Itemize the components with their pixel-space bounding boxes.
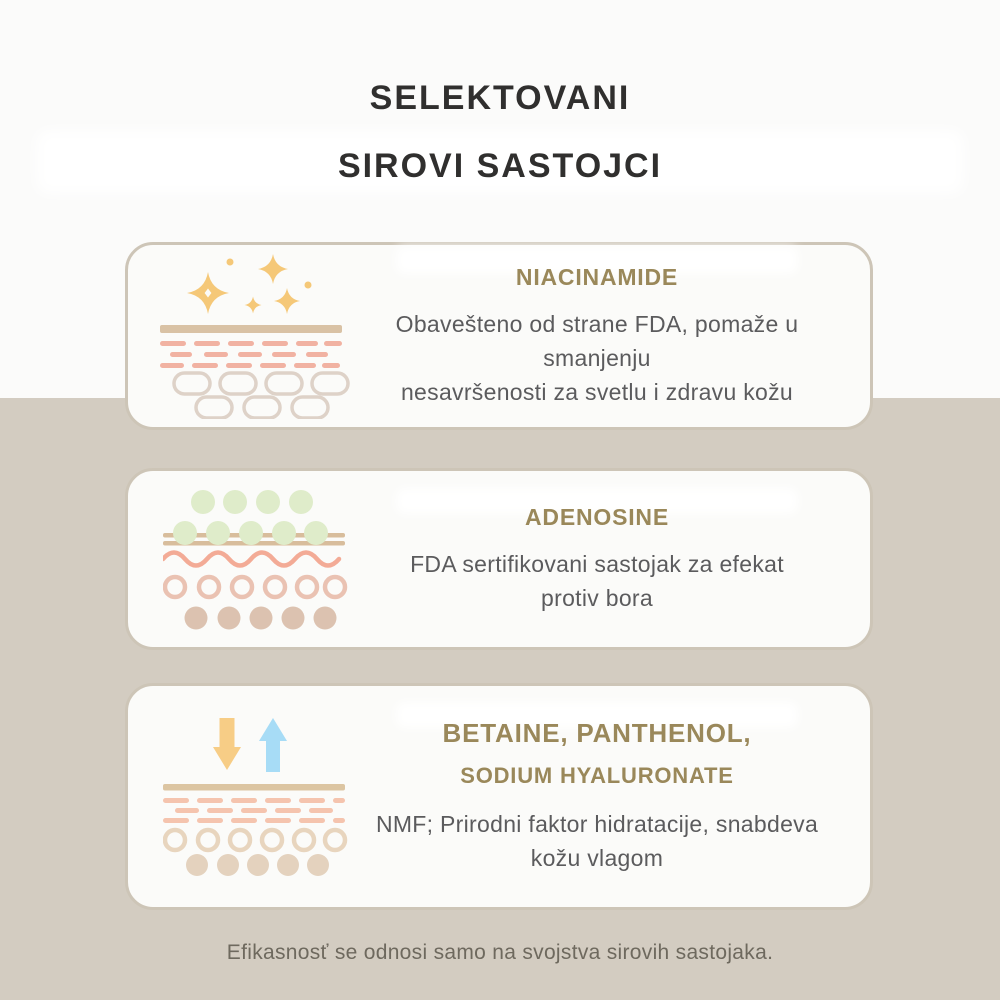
card-content bbox=[358, 264, 836, 409]
card-title: NIACINAMIDE bbox=[515, 263, 679, 290]
card-body-line: nesavršenosti za svetlu i zdravu kožu bbox=[400, 378, 794, 405]
card-content bbox=[358, 504, 836, 615]
ingredient-card-adenosine bbox=[125, 468, 873, 650]
up-arrow bbox=[259, 718, 287, 772]
card-body-line: NMF; Prirodni faktor hidratacije, snabdeva bbox=[375, 811, 819, 837]
disclaimer-text: Efikasnosť se odnosi samo na svojstva sirovih sastojaka. bbox=[226, 941, 774, 964]
ingredient-card-niacinamide bbox=[125, 242, 873, 430]
moisture-arrows-skin-icon bbox=[152, 718, 358, 876]
ingredient-card-betaine-panthenol bbox=[125, 683, 873, 910]
sparkles-skin-icon bbox=[152, 253, 358, 419]
cells-skin-icon bbox=[152, 487, 358, 632]
card-body-line: Obavešteno od strane FDA, pomaže u smanjenju bbox=[395, 310, 799, 371]
card-body-line: kožu vlagom bbox=[530, 845, 664, 871]
card-body-line: protiv bora bbox=[541, 584, 653, 611]
card-content bbox=[358, 718, 836, 875]
card-body-line: FDA sertifikovani sastojak za efekat bbox=[410, 550, 784, 577]
page-title-line-1: SELEKTOVANI bbox=[369, 79, 631, 117]
card-title: ADENOSINE bbox=[525, 503, 669, 530]
card-title-line-1: BETAINE, PANTHENOL, bbox=[442, 718, 752, 748]
card-title-line-2: SODIUM HYALURONATE bbox=[460, 763, 734, 788]
page-title-line-2: SIROVI SASTOJCI bbox=[337, 147, 663, 185]
down-arrow bbox=[213, 718, 241, 770]
